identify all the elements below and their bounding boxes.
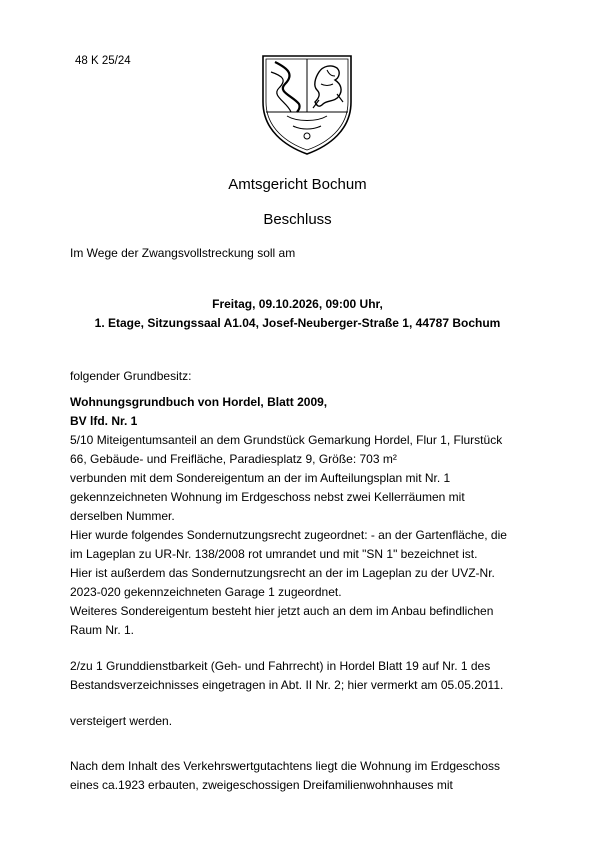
description-line: Weiteres Sondereigentum besteht hier jetzt auch an dem im Anbau befindlichen (70, 604, 494, 618)
appraisal-line: Nach dem Inhalt des Verkehrswertgutachtens liegt die Wohnung im Erdgeschoss (70, 759, 501, 773)
appointment-location: 1. Etage, Sitzungssaal A1.04, Josef-Neuberger-Straße 1, 44787 Bochum (94, 316, 501, 330)
document-type: Beschluss (263, 211, 332, 228)
description-line: 66, Gebäude- und Freifläche, Paradiesplatz 9, Größe: 703 m² (70, 452, 397, 466)
auction-text: versteigert werden. (70, 714, 173, 728)
nrw-coat-of-arms-icon (257, 50, 357, 156)
description-line: 2023-020 gekennzeichneten Garage 1 zugeordnet. (70, 585, 342, 599)
description-line: Raum Nr. 1. (70, 623, 135, 637)
appraisal-line: eines ca.1923 erbauten, zweigeschossigen Dreifamilienwohnhauses mit (70, 778, 453, 792)
description-line: Hier ist außerdem das Sondernutzungsrecht an der im Lageplan zu der UVZ-Nr. (70, 566, 495, 580)
court-name: Amtsgericht Bochum (228, 176, 367, 193)
property-intro: folgender Grundbesitz: (70, 369, 192, 383)
easement-line: 2/zu 1 Grunddienstbarkeit (Geh- und Fahrrecht) in Hordel Blatt 19 auf Nr. 1 des (70, 659, 491, 673)
appraisal-text (70, 757, 500, 795)
description-line: 5/10 Miteigentumsanteil an dem Grundstück Gemarkung Hordel, Flur 1, Flurstück (70, 433, 503, 447)
property-bv: BV lfd. Nr. 1 (70, 414, 138, 428)
description-line: Hier wurde folgendes Sondernutzungsrecht zugeordnet: - an der Gartenfläche, die (70, 528, 507, 542)
case-number: 48 K 25/24 (75, 55, 131, 67)
easement-line: Bestandsverzeichnisses eingetragen in Abt. II Nr. 2; hier vermerkt am 05.05.2011. (70, 678, 504, 692)
property-description (70, 431, 507, 640)
description-line: derselben Nummer. (70, 509, 175, 523)
description-line: verbunden mit dem Sondereigentum an der im Aufteilungsplan mit Nr. 1 (70, 471, 451, 485)
appointment-datetime: Freitag, 09.10.2026, 09:00 Uhr, (212, 297, 383, 311)
intro-text: Im Wege der Zwangsvollstreckung soll am (70, 246, 296, 260)
description-line: gekennzeichneten Wohnung im Erdgeschoss nebst zwei Kellerräumen mit (70, 490, 465, 504)
property-title: Wohnungsgrundbuch von Hordel, Blatt 2009, (70, 395, 328, 409)
easement-text (70, 657, 503, 695)
description-line: im Lageplan zu UR-Nr. 138/2008 rot umrandet und mit "SN 1" bezeichnet ist. (70, 547, 478, 561)
